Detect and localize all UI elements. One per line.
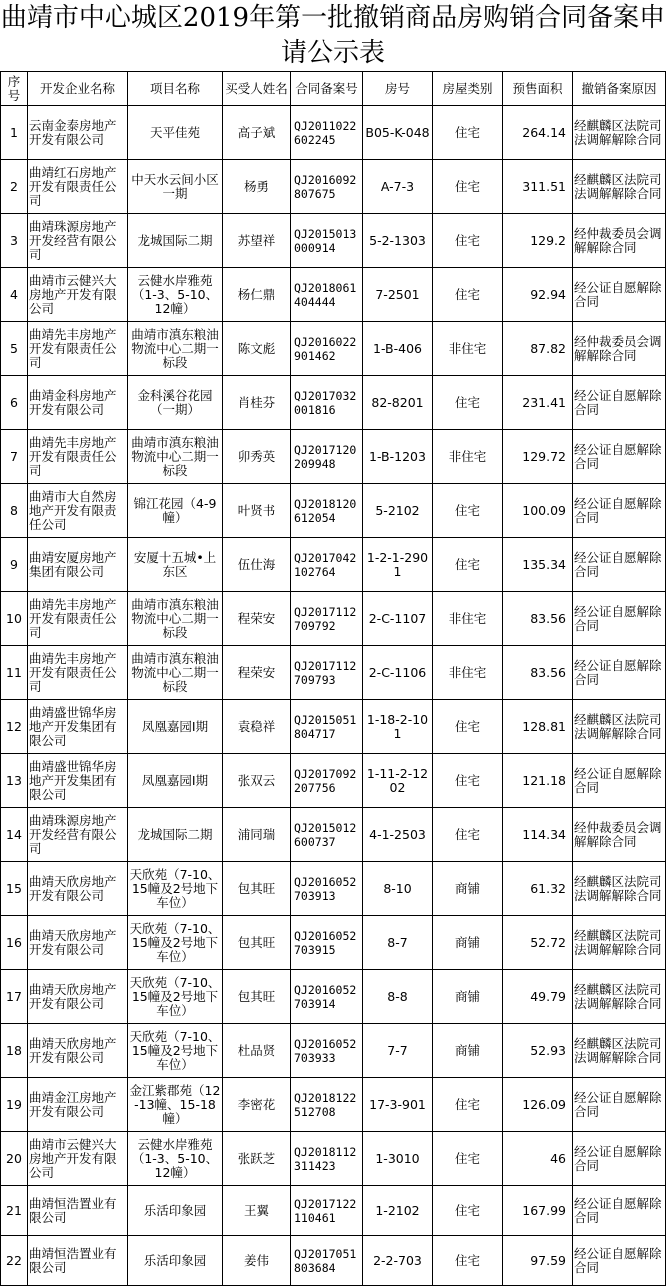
project-name: 云健水岸雅苑（1-3、5-10、12幢）	[128, 268, 223, 322]
cancellation-reason: 经公证自愿解除合同	[573, 1078, 666, 1132]
presale-area: 100.09	[503, 484, 573, 538]
table-row	[1, 430, 666, 484]
property-type: 住宅	[433, 754, 503, 808]
table-row	[1, 160, 666, 214]
room-number: 7-7	[363, 1024, 433, 1078]
room-number: 5-2102	[363, 484, 433, 538]
buyer-name: 程荣安	[223, 646, 291, 700]
project-name: 金科溪谷花园（一期）	[128, 376, 223, 430]
cancellation-reason: 经公证自愿解除合同	[573, 754, 666, 808]
buyer-name: 王翼	[223, 1186, 291, 1236]
project-name: 锦江花园（4-9幢）	[128, 484, 223, 538]
cancellation-reason: 经麒麟区法院司法调解解除合同	[573, 700, 666, 754]
cancellation-reason: 经麒麟区法院司法调解解除合同	[573, 970, 666, 1024]
table-row	[1, 808, 666, 862]
developer-name: 曲靖天欣房地产开发有限公司	[28, 862, 128, 916]
project-name: 天欣苑（7-10、15幢及2号地下车位）	[128, 862, 223, 916]
developer-name: 曲靖恒浩置业有限公司	[28, 1236, 128, 1286]
developer-name: 曲靖市云健兴大房地产开发有限公司	[28, 1132, 128, 1186]
property-type: 住宅	[433, 1078, 503, 1132]
presale-area: 126.09	[503, 1078, 573, 1132]
row-number: 2	[1, 160, 28, 214]
property-type: 住宅	[433, 106, 503, 160]
property-type: 商铺	[433, 1024, 503, 1078]
cancellation-reason: 经麒麟区法院司法调解解除合同	[573, 106, 666, 160]
cancellation-reason: 经仲裁委员会调解解除合同	[573, 322, 666, 376]
cancellation-reason: 经麒麟区法院司法调解解除合同	[573, 916, 666, 970]
room-number: 1-18-2-101	[363, 700, 433, 754]
developer-name: 曲靖天欣房地产开发有限公司	[28, 916, 128, 970]
buyer-name: 包其旺	[223, 862, 291, 916]
row-number: 10	[1, 592, 28, 646]
table-row	[1, 862, 666, 916]
row-number: 22	[1, 1236, 28, 1286]
buyer-name: 包其旺	[223, 916, 291, 970]
property-type: 住宅	[433, 160, 503, 214]
table-row	[1, 1024, 666, 1078]
table-row	[1, 646, 666, 700]
property-type: 商铺	[433, 862, 503, 916]
contract-number: QJ2015012600737	[291, 808, 363, 862]
room-number: 8-7	[363, 916, 433, 970]
buyer-name: 杨仁鼎	[223, 268, 291, 322]
column-header: 序号	[1, 72, 28, 106]
project-name: 云健水岸雅苑（1-3、5-10、12幢）	[128, 1132, 223, 1186]
presale-area: 135.34	[503, 538, 573, 592]
column-header: 买受人姓名	[223, 72, 291, 106]
presale-area: 92.94	[503, 268, 573, 322]
buyer-name: 张跃芝	[223, 1132, 291, 1186]
buyer-name: 袁稳祥	[223, 700, 291, 754]
property-type: 住宅	[433, 1132, 503, 1186]
presale-area: 121.18	[503, 754, 573, 808]
property-type: 商铺	[433, 916, 503, 970]
contract-number: QJ2017032001816	[291, 376, 363, 430]
table-row	[1, 700, 666, 754]
room-number: 2-C-1106	[363, 646, 433, 700]
project-name: 曲靖市滇东粮油物流中心二期一标段	[128, 322, 223, 376]
room-number: 8-10	[363, 862, 433, 916]
contract-number: QJ2017051803684	[291, 1236, 363, 1286]
project-name: 天平佳苑	[128, 106, 223, 160]
column-header: 预售面积	[503, 72, 573, 106]
room-number: 1-2-1-2901	[363, 538, 433, 592]
project-name: 金江紫郡苑（12-13幢、15-18幢）	[128, 1078, 223, 1132]
cancellation-reason: 经公证自愿解除合同	[573, 538, 666, 592]
project-name: 曲靖市滇东粮油物流中心二期一标段	[128, 592, 223, 646]
presale-area: 264.14	[503, 106, 573, 160]
developer-name: 曲靖金科房地产开发有限公司	[28, 376, 128, 430]
cancellation-reason: 经公证自愿解除合同	[573, 646, 666, 700]
table-row	[1, 1078, 666, 1132]
buyer-name: 伍仕海	[223, 538, 291, 592]
table-row	[1, 1236, 666, 1286]
cancellation-reason: 经公证自愿解除合同	[573, 1132, 666, 1186]
buyer-name: 李密花	[223, 1078, 291, 1132]
project-name: 乐活印象园	[128, 1236, 223, 1286]
presale-area: 83.56	[503, 592, 573, 646]
developer-name: 曲靖先丰房地产开发有限责任公司	[28, 430, 128, 484]
room-number: 1-11-2-1202	[363, 754, 433, 808]
row-number: 1	[1, 106, 28, 160]
buyer-name: 浦同瑞	[223, 808, 291, 862]
cancellation-reason: 经公证自愿解除合同	[573, 376, 666, 430]
cancellation-reason: 经公证自愿解除合同	[573, 1236, 666, 1286]
buyer-name: 程荣安	[223, 592, 291, 646]
presale-area: 129.72	[503, 430, 573, 484]
row-number: 11	[1, 646, 28, 700]
presale-area: 231.41	[503, 376, 573, 430]
project-name: 曲靖市滇东粮油物流中心二期一标段	[128, 646, 223, 700]
cancellation-reason: 经公证自愿解除合同	[573, 1186, 666, 1236]
room-number: 2-C-1107	[363, 592, 433, 646]
property-type: 非住宅	[433, 430, 503, 484]
project-name: 凤凰嘉园Ⅰ期	[128, 700, 223, 754]
developer-name: 曲靖盛世锦华房地产开发集团有限公司	[28, 700, 128, 754]
developer-name: 曲靖安厦房地产集团有限公司	[28, 538, 128, 592]
property-type: 住宅	[433, 376, 503, 430]
developer-name: 曲靖先丰房地产开发有限责任公司	[28, 322, 128, 376]
room-number: 8-8	[363, 970, 433, 1024]
contract-number: QJ2017120209948	[291, 430, 363, 484]
buyer-name: 包其旺	[223, 970, 291, 1024]
row-number: 20	[1, 1132, 28, 1186]
row-number: 15	[1, 862, 28, 916]
room-number: B05-K-048	[363, 106, 433, 160]
row-number: 17	[1, 970, 28, 1024]
table-row	[1, 376, 666, 430]
room-number: 82-8201	[363, 376, 433, 430]
table-row	[1, 592, 666, 646]
property-type: 住宅	[433, 538, 503, 592]
column-header: 撤销备案原因	[573, 72, 666, 106]
row-number: 6	[1, 376, 28, 430]
room-number: 17-3-901	[363, 1078, 433, 1132]
presale-area: 87.82	[503, 322, 573, 376]
contract-number: QJ2016052703913	[291, 862, 363, 916]
table-header-row	[1, 72, 666, 106]
cancellation-reason: 经麒麟区法院司法调解解除合同	[573, 862, 666, 916]
row-number: 5	[1, 322, 28, 376]
presale-area: 129.2	[503, 214, 573, 268]
property-type: 住宅	[433, 268, 503, 322]
table-row	[1, 754, 666, 808]
presale-area: 49.79	[503, 970, 573, 1024]
contract-number: QJ2017042102764	[291, 538, 363, 592]
project-name: 中天水云间小区一期	[128, 160, 223, 214]
contract-number: QJ2018112311423	[291, 1132, 363, 1186]
buyer-name: 叶贤书	[223, 484, 291, 538]
row-number: 16	[1, 916, 28, 970]
row-number: 7	[1, 430, 28, 484]
column-header: 合同备案号	[291, 72, 363, 106]
project-name: 曲靖市滇东粮油物流中心二期一标段	[128, 430, 223, 484]
table-row	[1, 970, 666, 1024]
contract-number: QJ2018120612054	[291, 484, 363, 538]
property-type: 住宅	[433, 808, 503, 862]
room-number: 2-2-703	[363, 1236, 433, 1286]
developer-name: 曲靖红石房地产开发有限责任公司	[28, 160, 128, 214]
contract-number: QJ2016052703933	[291, 1024, 363, 1078]
contract-number: QJ2017122110461	[291, 1186, 363, 1236]
developer-name: 曲靖先丰房地产开发有限责任公司	[28, 646, 128, 700]
project-name: 乐活印象园	[128, 1186, 223, 1236]
column-header: 房屋类别	[433, 72, 503, 106]
cancellation-reason: 经公证自愿解除合同	[573, 484, 666, 538]
developer-name: 曲靖市云健兴大房地产开发有限公司	[28, 268, 128, 322]
contract-number: QJ2017092207756	[291, 754, 363, 808]
row-number: 4	[1, 268, 28, 322]
room-number: 1-B-406	[363, 322, 433, 376]
buyer-name: 杨勇	[223, 160, 291, 214]
cancellation-reason: 经公证自愿解除合同	[573, 268, 666, 322]
buyer-name: 卯秀英	[223, 430, 291, 484]
developer-name: 曲靖先丰房地产开发有限责任公司	[28, 592, 128, 646]
property-type: 住宅	[433, 1236, 503, 1286]
buyer-name: 张双云	[223, 754, 291, 808]
cancellation-reason: 经公证自愿解除合同	[573, 592, 666, 646]
publication-table	[0, 71, 666, 1286]
room-number: 4-1-2503	[363, 808, 433, 862]
contract-number: QJ2015051804717	[291, 700, 363, 754]
row-number: 3	[1, 214, 28, 268]
table-row	[1, 1186, 666, 1236]
table-row	[1, 538, 666, 592]
buyer-name: 陈文彪	[223, 322, 291, 376]
table-row	[1, 322, 666, 376]
room-number: 7-2501	[363, 268, 433, 322]
property-type: 住宅	[433, 1186, 503, 1236]
developer-name: 曲靖盛世锦华房地产开发集团有限公司	[28, 754, 128, 808]
project-name: 天欣苑（7-10、15幢及2号地下车位）	[128, 1024, 223, 1078]
property-type: 非住宅	[433, 322, 503, 376]
room-number: A-7-3	[363, 160, 433, 214]
contract-number: QJ2016022901462	[291, 322, 363, 376]
room-number: 1-3010	[363, 1132, 433, 1186]
developer-name: 曲靖天欣房地产开发有限公司	[28, 1024, 128, 1078]
developer-name: 曲靖金江房地产开发有限公司	[28, 1078, 128, 1132]
presale-area: 46	[503, 1132, 573, 1186]
property-type: 商铺	[433, 970, 503, 1024]
presale-area: 97.59	[503, 1236, 573, 1286]
contract-number: QJ2018122512708	[291, 1078, 363, 1132]
presale-area: 61.32	[503, 862, 573, 916]
table-row	[1, 268, 666, 322]
contract-number: QJ2016052703915	[291, 916, 363, 970]
presale-area: 83.56	[503, 646, 573, 700]
buyer-name: 高子斌	[223, 106, 291, 160]
contract-number: QJ2015013000914	[291, 214, 363, 268]
developer-name: 曲靖珠源房地产开发经营有限公司	[28, 808, 128, 862]
table-row	[1, 484, 666, 538]
buyer-name: 杜品贤	[223, 1024, 291, 1078]
row-number: 21	[1, 1186, 28, 1236]
row-number: 12	[1, 700, 28, 754]
cancellation-reason: 经仲裁委员会调解解除合同	[573, 214, 666, 268]
contract-number: QJ2016052703914	[291, 970, 363, 1024]
buyer-name: 姜伟	[223, 1236, 291, 1286]
project-name: 安厦十五城•上东区	[128, 538, 223, 592]
contract-number: QJ2018061404444	[291, 268, 363, 322]
row-number: 19	[1, 1078, 28, 1132]
presale-area: 128.81	[503, 700, 573, 754]
property-type: 非住宅	[433, 592, 503, 646]
property-type: 住宅	[433, 484, 503, 538]
presale-area: 52.93	[503, 1024, 573, 1078]
row-number: 8	[1, 484, 28, 538]
table-row	[1, 1132, 666, 1186]
developer-name: 曲靖市大自然房地产开发有限责任公司	[28, 484, 128, 538]
presale-area: 167.99	[503, 1186, 573, 1236]
project-name: 龙城国际二期	[128, 808, 223, 862]
table-row	[1, 916, 666, 970]
property-type: 非住宅	[433, 646, 503, 700]
column-header: 房号	[363, 72, 433, 106]
cancellation-reason: 经麒麟区法院司法调解解除合同	[573, 160, 666, 214]
contract-number: QJ2017112709793	[291, 646, 363, 700]
room-number: 5-2-1303	[363, 214, 433, 268]
room-number: 1-B-1203	[363, 430, 433, 484]
room-number: 1-2102	[363, 1186, 433, 1236]
property-type: 住宅	[433, 700, 503, 754]
presale-area: 52.72	[503, 916, 573, 970]
property-type: 住宅	[433, 214, 503, 268]
developer-name: 曲靖恒浩置业有限公司	[28, 1186, 128, 1236]
presale-area: 114.34	[503, 808, 573, 862]
table-row	[1, 106, 666, 160]
buyer-name: 肖桂芬	[223, 376, 291, 430]
developer-name: 云南金泰房地产开发有限公司	[28, 106, 128, 160]
project-name: 天欣苑（7-10、15幢及2号地下车位）	[128, 970, 223, 1024]
project-name: 天欣苑（7-10、15幢及2号地下车位）	[128, 916, 223, 970]
contract-number: QJ2017112709792	[291, 592, 363, 646]
contract-number: QJ2011022602245	[291, 106, 363, 160]
table-row	[1, 214, 666, 268]
column-header: 开发企业名称	[28, 72, 128, 106]
buyer-name: 苏望祥	[223, 214, 291, 268]
project-name: 龙城国际二期	[128, 214, 223, 268]
row-number: 18	[1, 1024, 28, 1078]
column-header: 项目名称	[128, 72, 223, 106]
contract-number: QJ2016092807675	[291, 160, 363, 214]
row-number: 13	[1, 754, 28, 808]
cancellation-reason: 经仲裁委员会调解解除合同	[573, 808, 666, 862]
project-name: 凤凰嘉园Ⅰ期	[128, 754, 223, 808]
row-number: 9	[1, 538, 28, 592]
developer-name: 曲靖天欣房地产开发有限公司	[28, 970, 128, 1024]
cancellation-reason: 经公证自愿解除合同	[573, 430, 666, 484]
developer-name: 曲靖珠源房地产开发经营有限公司	[28, 214, 128, 268]
presale-area: 311.51	[503, 160, 573, 214]
page-title: 曲靖市中心城区2019年第一批撤销商品房购销合同备案申请公示表	[0, 3, 666, 68]
cancellation-reason: 经麒麟区法院司法调解解除合同	[573, 1024, 666, 1078]
row-number: 14	[1, 808, 28, 862]
